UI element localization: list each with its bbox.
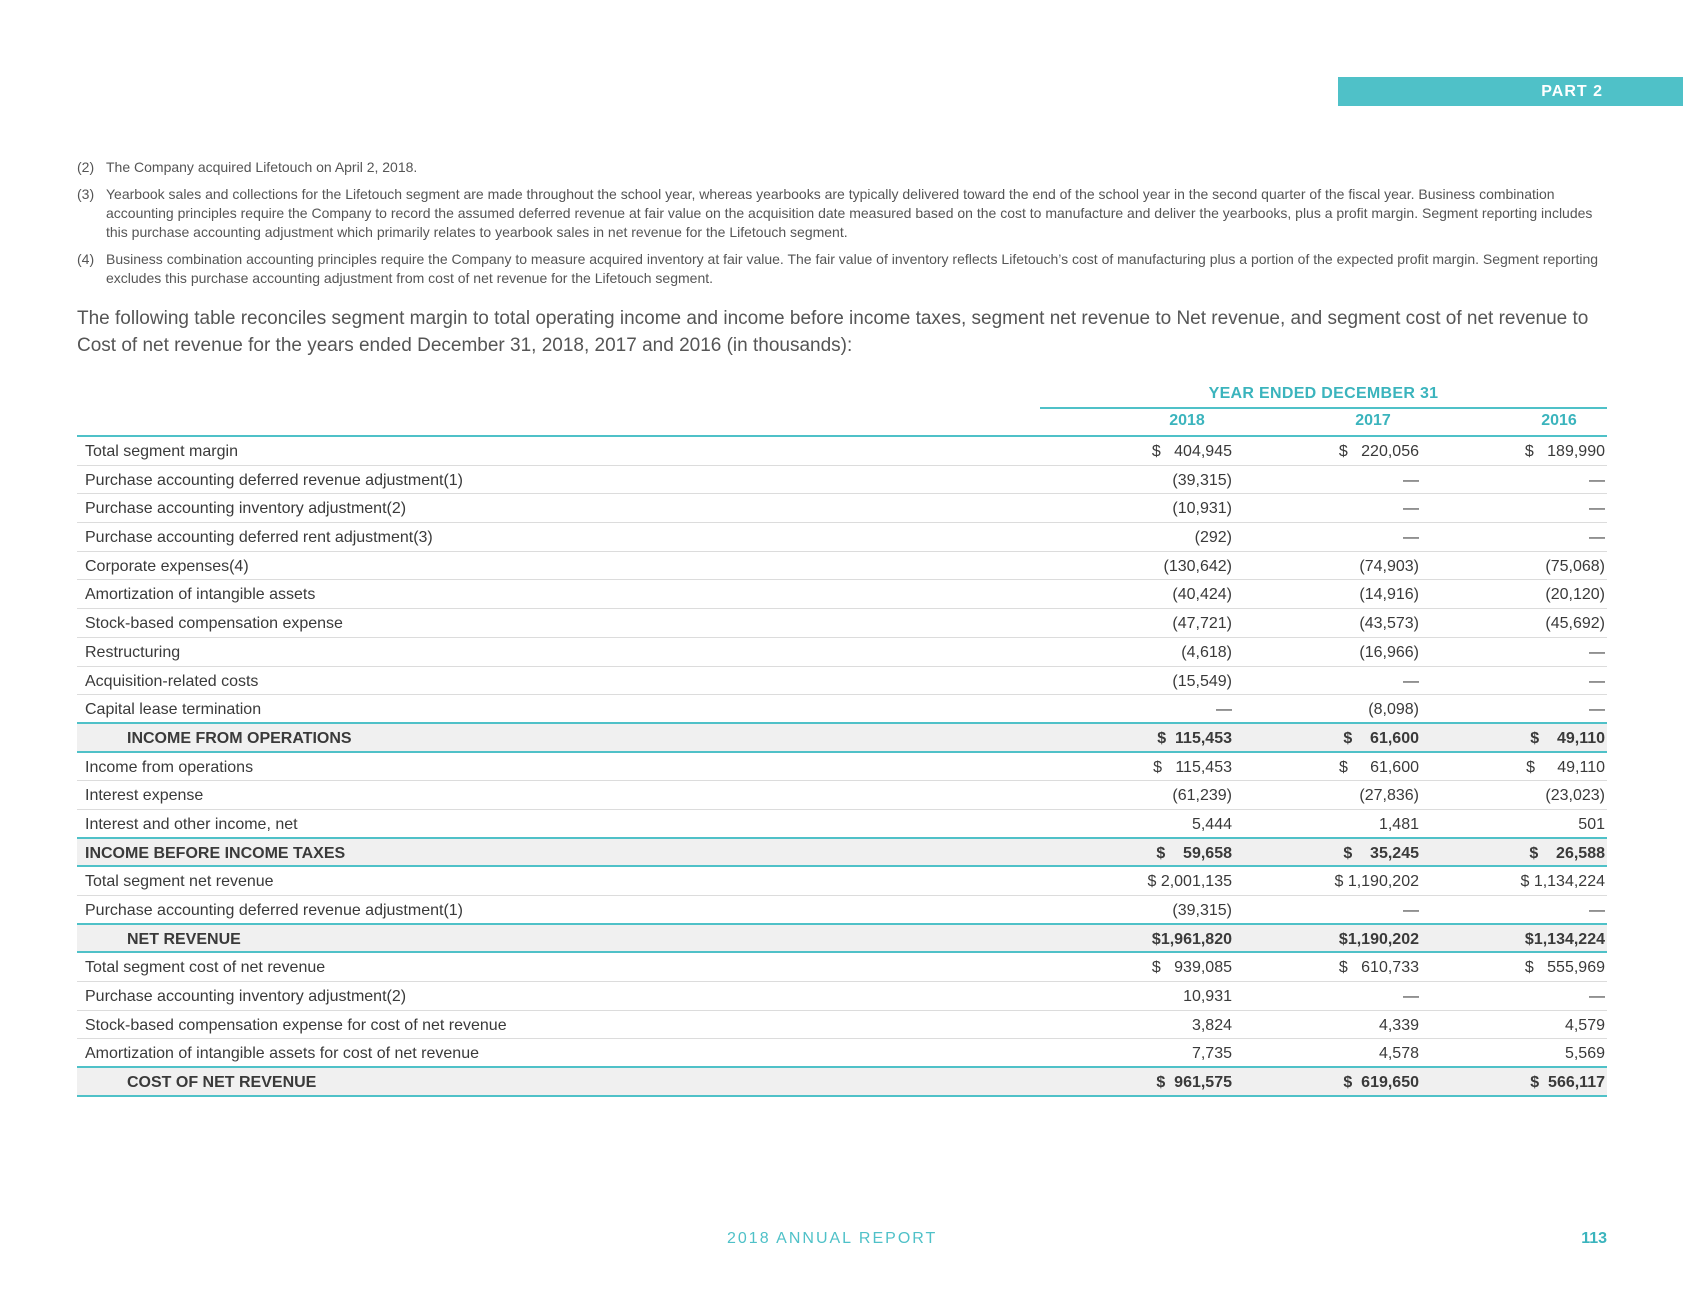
cell-2016: —: [1589, 529, 1605, 547]
row-label: Restructuring: [85, 643, 181, 661]
cell-2016: —: [1589, 672, 1605, 690]
column-header-2017: 2017: [1355, 412, 1391, 429]
footnote-text: Yearbook sales and collections for the Lifetouch segment are made throughout the school year, whereas yearbooks are typically delivered toward the end of the school year in the second quarter of the fiscal year. Business combination accounting principles require the Company to record the assumed deferred revenue at fair value on the acquisition date measured based on the cost to manufacture and deliver the yearbooks, plus a profit margin. Segment reporting includes this purchase accounting adjustment which primarily relates to yearbook sales in net revenue for the Lifetouch segment.: [106, 186, 1593, 240]
row-label: Acquisition-related costs: [85, 672, 259, 690]
table-total-row: [77, 839, 1607, 868]
cell-2017: (27,836): [1359, 787, 1419, 805]
footnote-4: [77, 250, 1607, 288]
table-row: [77, 781, 1607, 810]
part-tab: [1338, 77, 1683, 106]
row-label: Purchase accounting inventory adjustment(2): [85, 988, 407, 1006]
row-label: Corporate expenses(4): [85, 557, 249, 575]
row-label: Amortization of intangible assets: [85, 586, 316, 604]
table-row: [77, 982, 1607, 1011]
table-row: [77, 753, 1607, 782]
cell-2016: (75,068): [1545, 557, 1605, 575]
cell-2018: (61,239): [1172, 787, 1232, 805]
table-row: [77, 810, 1607, 839]
row-label: Purchase accounting deferred rent adjustment(3): [85, 529, 433, 547]
table-row: [77, 695, 1607, 724]
cell-2016: $ 566,117: [1530, 1074, 1605, 1092]
cell-2016: 4,579: [1564, 1016, 1605, 1034]
cell-2017: —: [1403, 471, 1419, 489]
cell-2017: —: [1403, 902, 1419, 919]
cell-2017: (43,573): [1359, 615, 1419, 633]
cell-2018: (292): [1194, 529, 1232, 547]
table-total-row: [77, 724, 1607, 753]
cell-2017: $ 610,733: [1338, 959, 1419, 977]
cell-2018: (39,315): [1172, 471, 1232, 489]
cell-2018: $ 115,453: [1153, 758, 1232, 776]
cell-2017: $ 619,650: [1343, 1074, 1419, 1092]
intro-paragraph: The following table reconciles segment margin to total operating income and income before income taxes, segment net revenue to Net revenue, and segment cost of net revenue to Cost of net revenue for the years ended December 31, 2018, 2017 and 2016 (in thousands):: [77, 308, 1589, 356]
cell-2018: $ 404,945: [1151, 443, 1232, 460]
cell-2016: $ 189,990: [1524, 443, 1605, 460]
year-group-header: YEAR ENDED DECEMBER 31: [1040, 383, 1607, 409]
cell-2017: $ 61,600: [1338, 758, 1419, 776]
row-label: Purchase accounting deferred revenue adjustment(1): [85, 471, 463, 489]
cell-2017: $1,190,202: [1338, 930, 1419, 948]
cell-2018: $ 2,001,135: [1147, 873, 1232, 891]
cell-2018: 3,824: [1191, 1016, 1232, 1034]
cell-2017: —: [1403, 500, 1419, 518]
row-label: Amortization of intangible assets for cost of net revenue: [85, 1045, 479, 1063]
table-row: [77, 580, 1607, 609]
cell-2018: —: [1216, 701, 1232, 719]
table-row: [77, 638, 1607, 667]
column-header-2018: 2018: [1169, 412, 1205, 429]
cell-2016: $ 49,110: [1526, 758, 1605, 776]
cell-2018: (39,315): [1172, 902, 1232, 919]
cell-2016: $ 555,969: [1524, 959, 1605, 977]
cell-2018: $ 961,575: [1156, 1074, 1232, 1092]
cell-2016: 5,569: [1564, 1045, 1605, 1063]
table-row: [77, 1011, 1607, 1040]
row-label: Total segment margin: [85, 443, 238, 460]
cell-2018: $1,961,820: [1151, 930, 1232, 948]
cell-2017: (16,966): [1359, 643, 1419, 661]
cell-2017: 1,481: [1378, 815, 1419, 833]
footnote-number: (2): [77, 159, 95, 175]
cell-2017: —: [1403, 672, 1419, 690]
row-label: Purchase accounting deferred revenue adjustment(1): [85, 902, 463, 919]
row-label: INCOME FROM OPERATIONS: [127, 729, 352, 747]
cell-2018: 7,735: [1191, 1045, 1232, 1063]
cell-2017: (14,916): [1359, 586, 1419, 604]
cell-2017: $ 220,056: [1338, 443, 1419, 460]
cell-2016: (23,023): [1545, 787, 1605, 805]
row-label: Total segment net revenue: [85, 873, 274, 891]
cell-2018: (130,642): [1163, 557, 1232, 575]
row-label: COST OF NET REVENUE: [127, 1074, 317, 1092]
table-total-row: [77, 1068, 1607, 1097]
table-row: [77, 1039, 1607, 1068]
table-row: [77, 609, 1607, 638]
row-label: Income from operations: [85, 758, 254, 776]
table-row: [77, 466, 1607, 495]
cell-2016: —: [1589, 701, 1605, 719]
row-label: INCOME BEFORE INCOME TAXES: [85, 844, 346, 862]
cell-2018: (40,424): [1172, 586, 1232, 604]
row-label: Interest expense: [85, 787, 204, 805]
cell-2016: $ 49,110: [1530, 729, 1605, 747]
cell-2016: —: [1589, 988, 1605, 1006]
row-label: Stock-based compensation expense for cost of net revenue: [85, 1016, 507, 1034]
row-label: Purchase accounting inventory adjustment(2): [85, 500, 407, 518]
row-label: Interest and other income, net: [85, 815, 298, 833]
cell-2016: —: [1589, 471, 1605, 489]
cell-2017: (8,098): [1368, 701, 1419, 719]
footnote-number: (3): [77, 186, 95, 202]
cell-2016: $1,134,224: [1524, 930, 1605, 948]
cell-2018: 5,444: [1191, 815, 1232, 833]
cell-2018: $ 59,658: [1156, 844, 1232, 862]
row-label: Stock-based compensation expense: [85, 615, 343, 633]
cell-2016: —: [1589, 902, 1605, 919]
table-row: [77, 523, 1607, 552]
table-row: [77, 953, 1607, 982]
footnotes: [77, 158, 1607, 296]
table-total-row: [77, 925, 1607, 954]
cell-2017: $ 61,600: [1343, 729, 1419, 747]
cell-2016: (45,692): [1545, 615, 1605, 633]
table-row: [77, 494, 1607, 523]
cell-2018: (10,931): [1172, 500, 1232, 518]
cell-2017: 4,578: [1378, 1045, 1419, 1063]
footnote-2: [77, 158, 1607, 177]
row-label: Total segment cost of net revenue: [85, 959, 326, 977]
cell-2018: $ 939,085: [1151, 959, 1232, 977]
cell-2016: $ 1,134,224: [1520, 873, 1605, 891]
reconciliation-table: [77, 437, 1607, 1097]
row-label: NET REVENUE: [127, 930, 241, 948]
page-number: 113: [1581, 1230, 1607, 1247]
cell-2018: (4,618): [1181, 643, 1232, 661]
part-label: PART 2: [1541, 82, 1603, 100]
cell-2017: —: [1403, 529, 1419, 547]
footnote-text: The Company acquired Lifetouch on April 2, 2018.: [106, 159, 418, 175]
cell-2016: (20,120): [1545, 586, 1605, 604]
column-header-2016: 2016: [1541, 412, 1577, 429]
cell-2017: 4,339: [1378, 1016, 1419, 1034]
table-row: [77, 867, 1607, 896]
cell-2017: —: [1403, 988, 1419, 1006]
table-row: [77, 667, 1607, 696]
cell-2016: —: [1589, 643, 1605, 661]
footer-title: 2018 ANNUAL REPORT: [727, 1230, 938, 1247]
cell-2016: $ 26,588: [1529, 844, 1605, 862]
cell-2017: $ 1,190,202: [1334, 873, 1419, 891]
table-row: [77, 896, 1607, 925]
table-row: [77, 437, 1607, 466]
cell-2016: 501: [1578, 815, 1605, 833]
cell-2018: 10,931: [1183, 988, 1232, 1006]
cell-2017: (74,903): [1359, 557, 1419, 575]
table-row: [77, 552, 1607, 581]
cell-2018: (15,549): [1172, 672, 1232, 690]
footnote-text: Business combination accounting principles require the Company to measure acquired inventory at fair value. The fair value of inventory reflects Lifetouch’s cost of manufacturing plus a portion of the expected profit margin. Segment reporting excludes this purchase accounting adjustment from cost of net revenue for the Lifetouch segment.: [106, 251, 1599, 286]
cell-2017: $ 35,245: [1343, 844, 1419, 862]
footnote-3: [77, 185, 1607, 242]
cell-2016: —: [1589, 500, 1605, 518]
cell-2018: (47,721): [1172, 615, 1232, 633]
row-label: Capital lease termination: [85, 701, 262, 719]
cell-2018: $ 115,453: [1157, 729, 1232, 747]
footnote-number: (4): [77, 251, 95, 267]
